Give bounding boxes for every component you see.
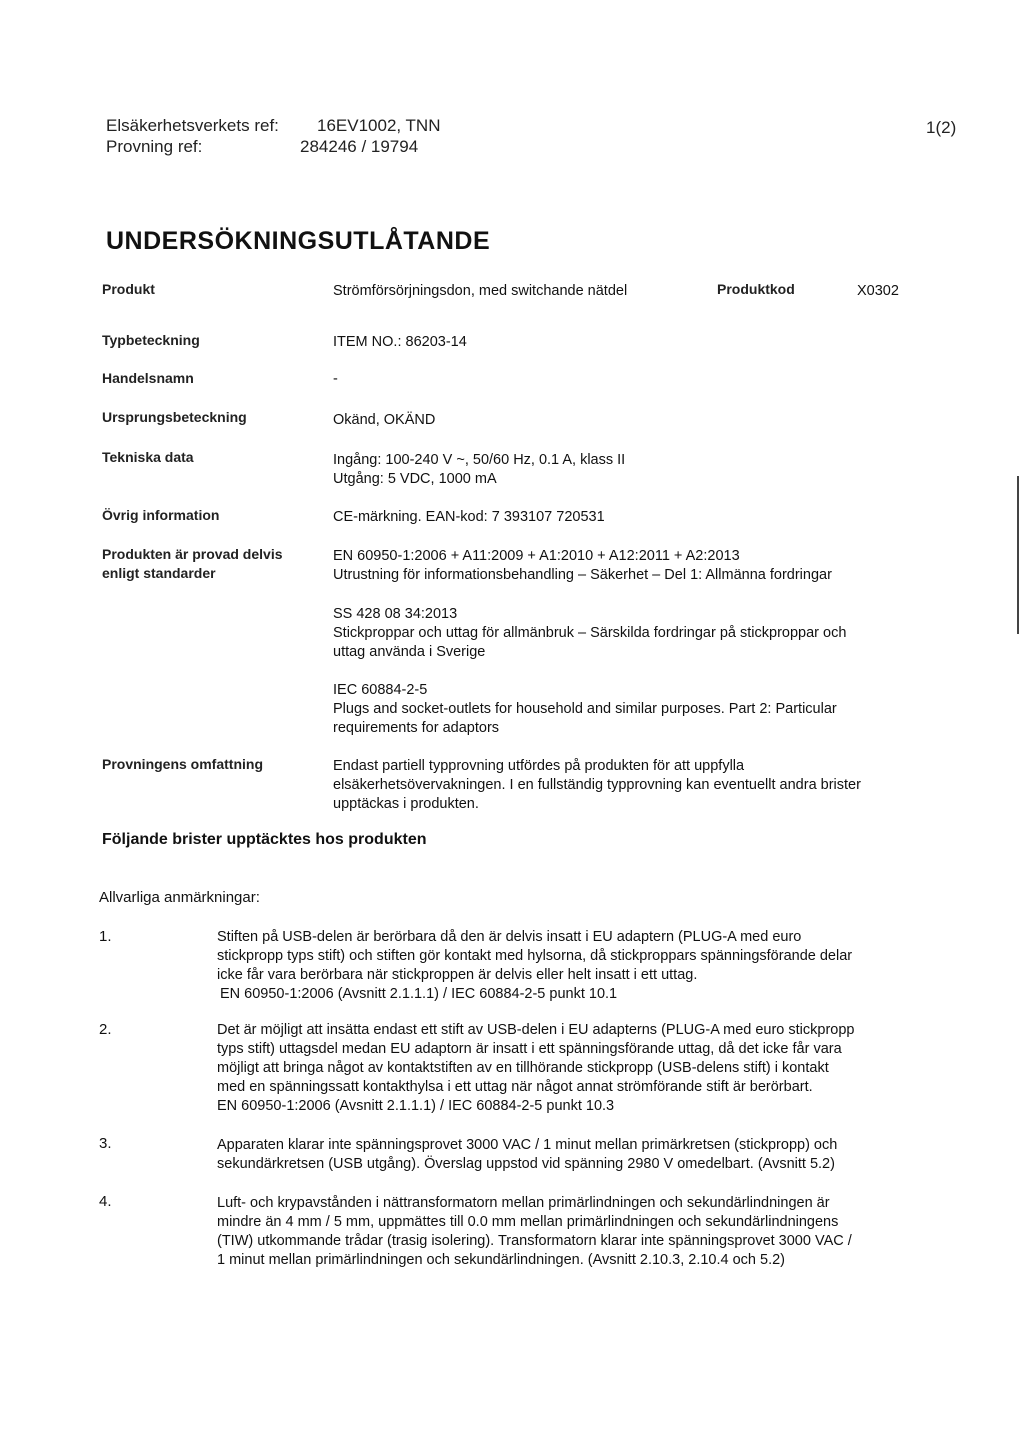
item-text — [217, 1136, 837, 1174]
standard-code: IEC 60884-2-5 — [333, 682, 428, 698]
page-number: 1(2) — [926, 118, 957, 137]
item-line: mindre än 4 mm / 5 mm, uppmättes till 0.0 mm mellan primärlindningen och sekundärlindningens — [217, 1214, 839, 1230]
ref-label: Elsäkerhetsverkets ref: — [106, 116, 279, 135]
item-line: Stiften på USB-delen är berörbara då den är delvis insatt i EU adaptern (PLUG-A med euro — [217, 929, 802, 945]
item-text — [217, 1021, 855, 1116]
item-text — [217, 928, 852, 1004]
item-line: Det är möjligt att insätta endast ett stift av USB-delen i EU adapterns (PLUG-A med euro stickpropp — [217, 1022, 855, 1038]
omfattning-line: Endast partiell typprovning utfördes på produkten för att uppfylla — [333, 758, 745, 774]
item-line: EN 60950-1:2006 (Avsnitt 2.1.1.1) / IEC 60884-2-5 punkt 10.3 — [217, 1098, 615, 1114]
item-line: stickpropp typs stift) och stiften gör kontakt med hylsorna, då stickproppars spänningsförande delar — [217, 948, 853, 964]
item-line: 1 minut mellan primärlindningen och sekundärlindningen. (Avsnitt 2.10.3, 2.10.4 och 5.2) — [217, 1252, 785, 1268]
standard-desc: requirements for adaptors — [333, 720, 500, 736]
produktkod-value: X0302 — [857, 283, 899, 299]
item-line: typs stift) uttagsdel medan EU adaptorn är insatt i ett spänningsförande uttag, då det icke får vara — [217, 1041, 842, 1057]
standard-desc: uttag använda i Sverige — [333, 644, 486, 660]
omfattning-line: elsäkerhetsövervakningen. I en fullständig typprovning kan eventuellt andra brister — [333, 777, 861, 793]
scan-artifact-line — [1017, 476, 1019, 634]
tekniska-label: Tekniska data — [102, 449, 194, 465]
typ-label: Typbeteckning — [102, 332, 200, 348]
test-label: Provning ref: — [106, 137, 203, 156]
ursprung-value: Okänd, OKÄND — [333, 412, 436, 428]
standard-code: SS 428 08 34:2013 — [333, 606, 458, 622]
ref-value: 16EV1002, TNN — [317, 116, 441, 135]
typ-value: ITEM NO.: 86203-14 — [333, 334, 467, 350]
item-number: 1. — [99, 928, 112, 945]
produkt-label: Produkt — [102, 281, 155, 297]
handel-value: - — [333, 371, 338, 387]
standard-code: EN 60950-1:2006 + A11:2009 + A1:2010 + A12:2011 + A2:2013 — [333, 548, 740, 564]
omfattning-line: upptäckas i produkten. — [333, 796, 479, 812]
item-number: 4. — [99, 1193, 112, 1210]
item-line: EN 60950-1:2006 (Avsnitt 2.1.1.1) / IEC 60884-2-5 punkt 10.1 — [220, 986, 618, 1002]
item-number: 3. — [99, 1135, 112, 1152]
item-number: 2. — [99, 1021, 112, 1038]
standard-desc: Utrustning för informationsbehandling – Säkerhet – Del 1: Allmänna fordringar — [333, 567, 832, 583]
omfattning-label: Provningens omfattning — [102, 756, 263, 772]
document-title: UNDERSÖKNINGSUTLÅTANDE — [106, 227, 491, 255]
tekniska-line: Ingång: 100-240 V ~, 50/60 Hz, 0.1 A, klass II — [333, 452, 626, 468]
standarder-label — [102, 545, 283, 583]
standard-block — [333, 605, 846, 662]
item-line: (TIW) utkommande trådar (trasig isolering). Transformatorn klarar inte spänningsprovet 3000 VAC / — [217, 1233, 852, 1249]
item-line: icke får vara berörbara när stickproppen är delvis eller helt insatt i ett uttag. — [217, 967, 698, 983]
item-text — [217, 1194, 852, 1270]
omfattning-value — [333, 757, 861, 814]
item-line: Apparaten klarar inte spänningsprovet 3000 VAC / 1 minut mellan primärkretsen (stickpropp) och — [217, 1137, 838, 1153]
standard-block — [333, 681, 837, 738]
handel-label: Handelsnamn — [102, 370, 194, 386]
tekniska-value — [333, 451, 625, 489]
item-line: möjligt att bringa något av kontaktstiften av en tillhörande stickpropp (USB-delens stift) i kontakt — [217, 1060, 829, 1076]
ovrig-label: Övrig information — [102, 507, 220, 523]
produktkod-label: Produktkod — [717, 281, 795, 297]
allvarliga-heading: Allvarliga anmärkningar: — [99, 889, 260, 906]
standard-desc: Plugs and socket-outlets for household and similar purposes. Part 2: Particular — [333, 701, 837, 717]
produkt-value: Strömförsörjningsdon, med switchande nätdel — [333, 283, 628, 299]
standard-desc: Stickproppar och uttag för allmänbruk – Särskilda fordringar på stickproppar och — [333, 625, 847, 641]
test-value: 284246 / 19794 — [300, 137, 419, 156]
item-line: Luft- och krypavstånden i nättransformatorn mellan primärlindningen och sekundärlindningen är — [217, 1195, 830, 1211]
ovrig-value: CE-märkning. EAN-kod: 7 393107 720531 — [333, 509, 605, 525]
ursprung-label: Ursprungsbeteckning — [102, 409, 247, 425]
brister-heading: Följande brister upptäcktes hos produkten — [102, 831, 427, 848]
standarder-label-line: enligt standarder — [102, 565, 216, 581]
standard-block — [333, 547, 832, 585]
item-line: sekundärkretsen (USB utgång). Överslag uppstod vid spänning 2980 V omedelbart. (Avsnitt 5.2) — [217, 1156, 835, 1172]
tekniska-line: Utgång: 5 VDC, 1000 mA — [333, 471, 497, 487]
standarder-label-line: Produkten är provad delvis — [102, 546, 283, 562]
item-line: med en spänningssatt kontakthylsa i ett uttag när något annat strömförande stift är berörbart. — [217, 1079, 813, 1095]
